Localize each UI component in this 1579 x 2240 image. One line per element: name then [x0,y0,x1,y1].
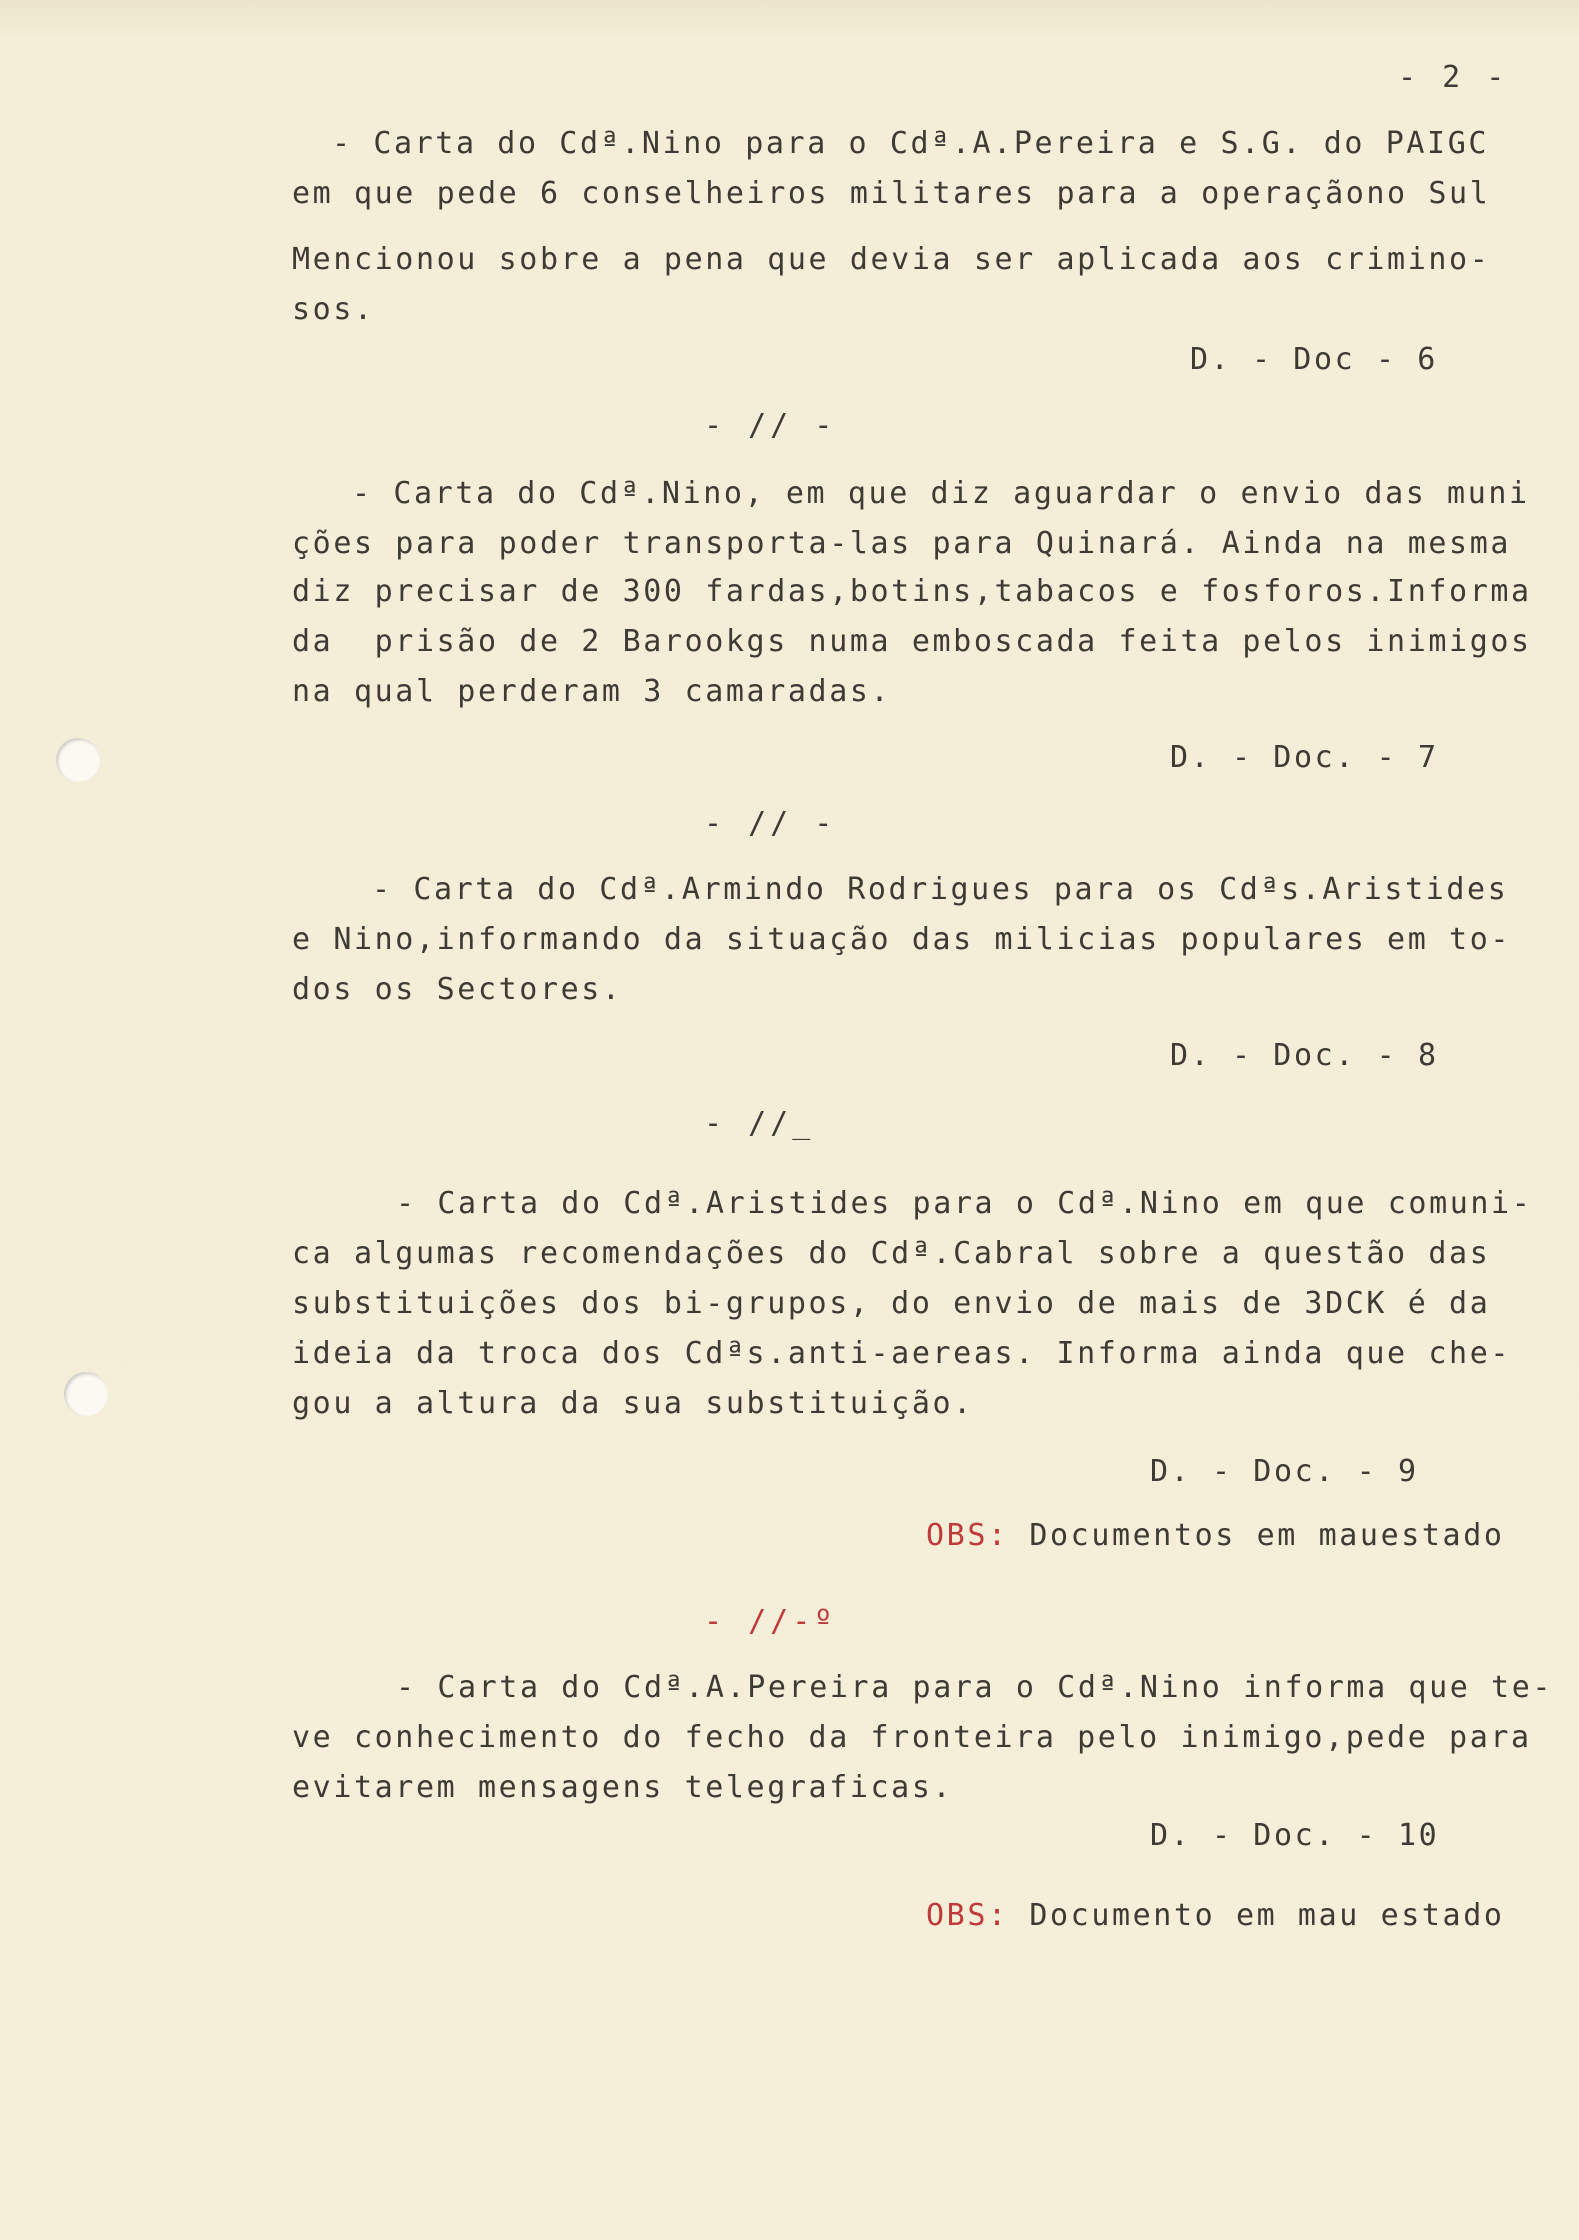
entry-2-doc-ref: D. - Doc. - 7 [1170,740,1439,775]
entry-2-line-1: - Carta do Cdª.Nino, em que diz aguardar o envio das muni [352,476,1530,511]
entry-4-line-4: ideia da troca dos Cdªs.anti-aereas. Informa ainda que che- [292,1336,1512,1371]
entry-3-line-1: - Carta do Cdª.Armindo Rodrigues para os Cdªs.Aristides [372,872,1509,907]
entry-3-line-2: e Nino,informando da situação das milicias populares em to- [292,922,1512,957]
entry-5-obs-text: Documento em mau estado [1029,1898,1505,1933]
entry-3-separator: - // - [704,806,837,841]
entry-2-separator: - // - [704,408,837,443]
entry-1-doc-ref: D. - Doc - 6 [1190,342,1438,377]
page-number: - 2 - [1398,60,1509,95]
entry-2-line-4: da prisão de 2 Barookgs numa emboscada feita pelos inimigos [292,624,1532,659]
entry-4-obs-text: Documentos em mauestado [1029,1518,1505,1553]
entry-4-separator: - //_ [704,1106,815,1141]
entry-1-line-3: Mencionou sobre a pena que devia ser aplicada aos crimino- [292,242,1491,277]
entry-5-obs [926,1898,1505,1933]
entry-4-obs-label: OBS: [926,1518,1009,1553]
entry-5-separator: - //-º [704,1604,837,1639]
entry-3-line-3: dos os Sectores. [292,972,623,1007]
entry-5-line-2: ve conhecimento do fecho da fronteira pelo inimigo,pede para [292,1720,1532,1755]
entry-3-doc-ref: D. - Doc. - 8 [1170,1038,1439,1073]
punch-hole-upper [56,738,100,782]
entry-5-line-3: evitarem mensagens telegraficas. [292,1770,954,1805]
entry-4-doc-ref: D. - Doc. - 9 [1150,1454,1419,1489]
entry-5-obs-label: OBS: [926,1898,1009,1933]
entry-1-line-1: - Carta do Cdª.Nino para o Cdª.A.Pereira e S.G. do PAIGC [332,126,1490,161]
entry-4-line-1: - Carta do Cdª.Aristides para o Cdª.Nino em que comuni- [396,1186,1533,1221]
entry-5-doc-ref: D. - Doc. - 10 [1150,1818,1440,1853]
entry-2-line-3: diz precisar de 300 fardas,botins,tabacos e fosforos.Informa [292,574,1532,609]
entry-1-line-4: sos. [292,292,375,327]
entry-2-line-2: ções para poder transporta-las para Quinará. Ainda na mesma [292,526,1512,561]
entry-4-obs [926,1518,1505,1553]
entry-1-line-2: em que pede 6 conselheiros militares para a operaçãono Sul [292,176,1491,211]
entry-4-line-5: gou a altura da sua substituição. [292,1386,974,1421]
entry-2-line-5: na qual perderam 3 camaradas. [292,674,892,709]
entry-4-line-2: ca algumas recomendações do Cdª.Cabral sobre a questão das [292,1236,1491,1271]
entry-4-line-3: substituições dos bi-grupos, do envio de mais de 3DCK é da [292,1286,1491,1321]
punch-hole-lower [64,1372,108,1416]
entry-5-line-1: - Carta do Cdª.A.Pereira para o Cdª.Nino informa que te- [396,1670,1554,1705]
